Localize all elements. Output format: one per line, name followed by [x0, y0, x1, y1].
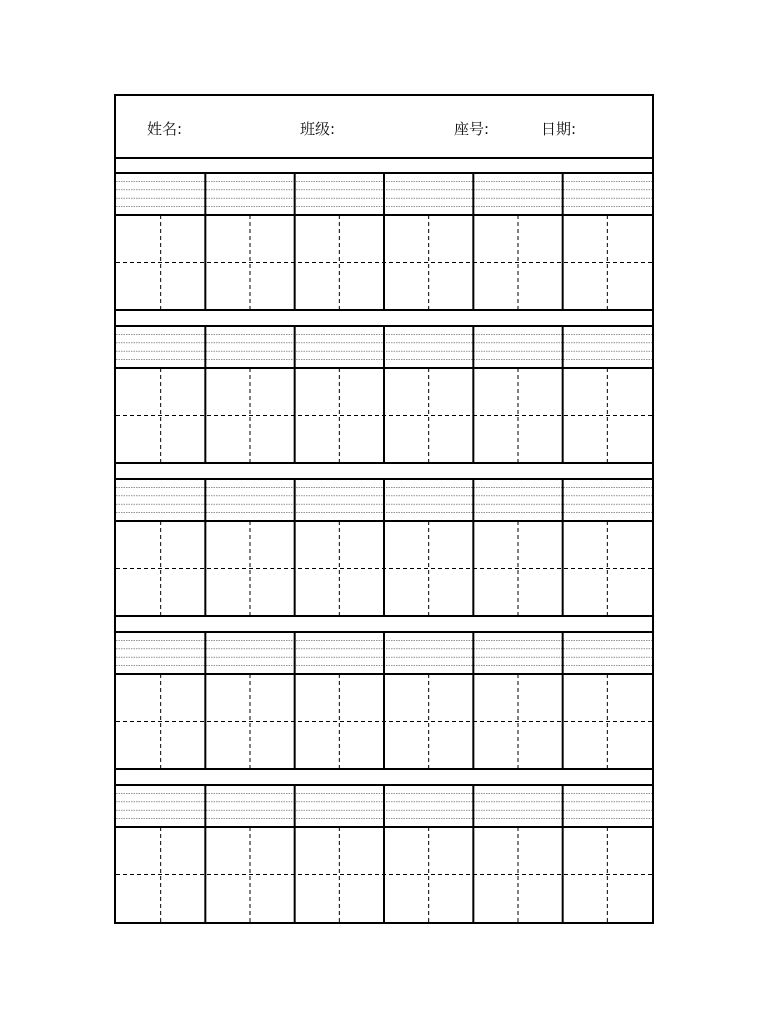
seat-label: 座号: — [454, 120, 490, 138]
name-label: 姓名: — [147, 120, 183, 138]
class-label: 班级: — [300, 120, 336, 138]
writing-grid — [116, 96, 652, 922]
date-label: 日期: — [541, 120, 577, 138]
worksheet-sheet — [114, 94, 654, 924]
